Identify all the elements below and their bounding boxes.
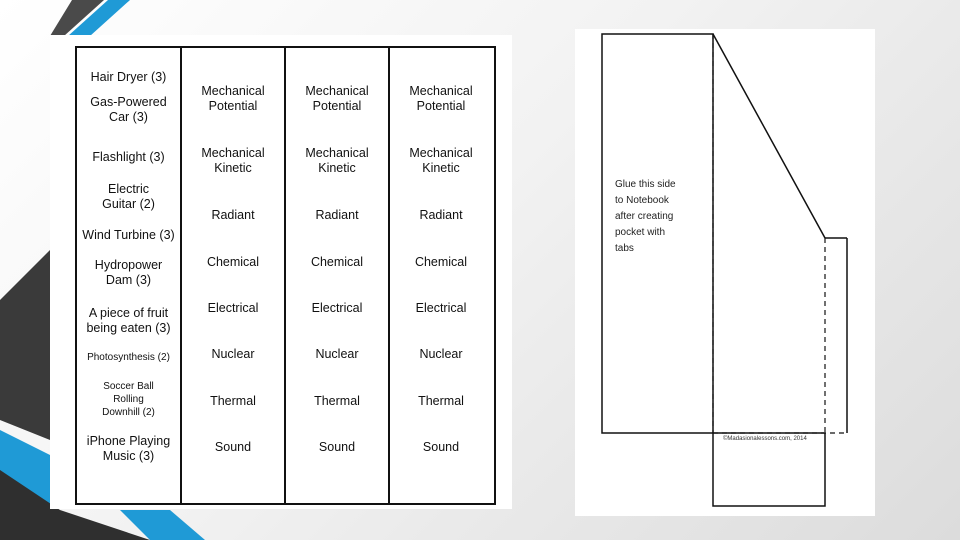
energy-table-sheet xyxy=(50,35,512,509)
energy-forms-column-3 xyxy=(388,48,492,503)
energy-form-label: Chemical xyxy=(414,255,468,269)
energy-table xyxy=(75,46,496,505)
energy-form-label: Sound xyxy=(422,440,460,454)
energy-forms-column-2 xyxy=(284,48,388,503)
energy-forms-column-1 xyxy=(180,48,284,503)
item-label: Hydropower Dam (3) xyxy=(94,258,163,287)
dark-stripe-left xyxy=(0,250,50,440)
item-label: Gas-Powered Car (3) xyxy=(90,95,167,124)
item-label: Electric Guitar (2) xyxy=(102,182,155,211)
energy-form-label: Chemical xyxy=(206,255,260,269)
energy-form-label: Nuclear xyxy=(211,347,255,361)
pocket-template-sheet xyxy=(575,29,875,516)
energy-form-label: Nuclear xyxy=(419,347,463,361)
energy-form-label: Sound xyxy=(318,440,356,454)
bottom-flap xyxy=(713,433,825,506)
energy-form-label: Radiant xyxy=(315,208,359,222)
energy-form-label: Mechanical Potential xyxy=(305,84,369,113)
energy-form-label: Electrical xyxy=(311,301,363,315)
item-label: Wind Turbine (3) xyxy=(82,228,175,242)
energy-form-label: Electrical xyxy=(415,301,467,315)
item-label: A piece of fruit being eaten (3) xyxy=(86,306,171,335)
glue-instruction: Glue this side to Notebook after creating pocket with tabs xyxy=(615,179,676,254)
item-label: Photosynthesis (2) xyxy=(87,352,170,363)
energy-form-label: Mechanical Potential xyxy=(201,84,265,113)
item-label: Soccer Ball Rolling Downhill (2) xyxy=(102,381,155,418)
energy-form-label: Thermal xyxy=(418,394,464,408)
energy-form-label: Radiant xyxy=(211,208,255,222)
energy-form-label: Radiant xyxy=(419,208,463,222)
item-label: iPhone Playing Music (3) xyxy=(86,434,171,463)
energy-form-label: Thermal xyxy=(210,394,256,408)
energy-form-label: Electrical xyxy=(207,301,259,315)
energy-form-label: Nuclear xyxy=(315,347,359,361)
pocket-template-outline xyxy=(575,29,875,516)
energy-form-label: Thermal xyxy=(314,394,360,408)
energy-form-label: Mechanical Kinetic xyxy=(409,146,473,175)
copyright-text: ©Madasionalessons.com, 2014 xyxy=(723,436,807,442)
energy-form-label: Mechanical Kinetic xyxy=(305,146,369,175)
items-column xyxy=(77,48,180,503)
item-label: Hair Dryer (3) xyxy=(90,70,167,84)
energy-form-label: Sound xyxy=(214,440,252,454)
energy-form-label: Chemical xyxy=(310,255,364,269)
energy-form-label: Mechanical Potential xyxy=(409,84,473,113)
energy-form-label: Mechanical Kinetic xyxy=(201,146,265,175)
item-label: Flashlight (3) xyxy=(92,150,165,164)
pocket-slant-edge xyxy=(713,34,825,238)
